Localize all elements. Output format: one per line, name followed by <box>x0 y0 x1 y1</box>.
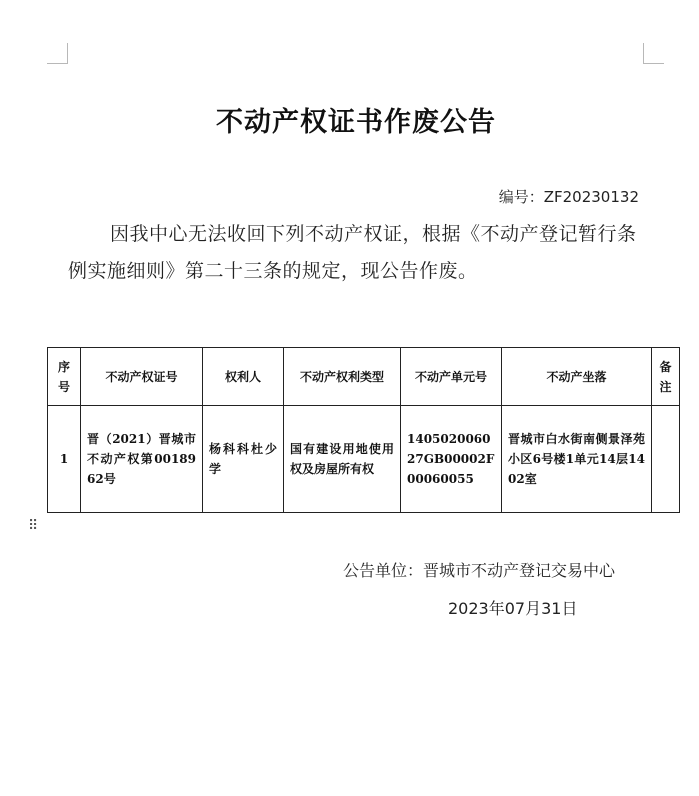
cell-cert-no: 晋（2021）晋城市不动产权第0018962号 <box>81 406 203 513</box>
header-unit-no: 不动产单元号 <box>401 348 502 406</box>
page-corner-mark-top-left <box>47 43 68 64</box>
header-right-type: 不动产权利类型 <box>284 348 401 406</box>
drag-handle-icon[interactable]: ⠿ <box>28 518 40 534</box>
table-header-row <box>48 348 680 406</box>
cell-owner: 杨科科杜少学 <box>203 406 284 513</box>
cell-seq: 1 <box>48 406 81 513</box>
certificate-table <box>47 347 680 513</box>
cell-location: 晋城市白水街南侧景泽苑小区6号楼1单元14层1402室 <box>502 406 652 513</box>
header-location: 不动产坐落 <box>502 348 652 406</box>
header-seq: 序号 <box>48 348 81 406</box>
document-number <box>499 186 639 207</box>
document-title: 不动产权证书作废公告 <box>216 107 496 138</box>
header-cert-no: 不动产权证号 <box>81 348 203 406</box>
page-corner-mark-top-right <box>643 43 664 64</box>
cell-unit-no: 140502006027GB00002F00060055 <box>401 406 502 513</box>
announcement-paragraph: 因我中心无法收回下列不动产权证，根据《不动产登记暂行条例实施细则》第二十三条的规定，现公告作废。 <box>68 223 637 282</box>
document-number-label: 编号： <box>498 188 544 206</box>
header-remark: 备注 <box>652 348 680 406</box>
announcement-date: 2023年07月31日 <box>448 599 578 618</box>
header-owner: 权利人 <box>203 348 284 406</box>
document-number-value: ZF20230132 <box>543 188 639 206</box>
cell-right-type: 国有建设用地使用权及房屋所有权 <box>284 406 401 513</box>
table-row <box>48 406 680 513</box>
publisher-line: 公告单位：晋城市不动产登记交易中心 <box>343 561 616 580</box>
cell-remark <box>652 406 680 513</box>
